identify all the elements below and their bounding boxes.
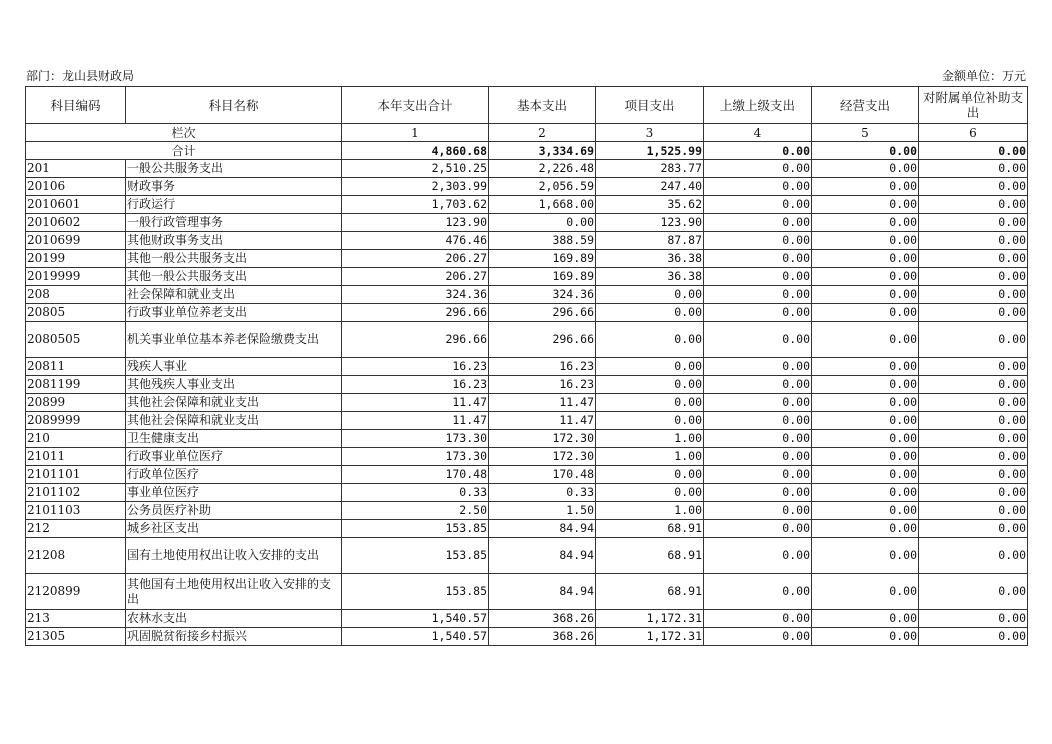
amount-cell: 0.00: [919, 466, 1028, 484]
amount-cell: 0.00: [919, 268, 1028, 286]
amount-cell: 169.89: [489, 250, 596, 268]
table-row: [26, 214, 1028, 232]
amount-cell: 0.00: [704, 520, 812, 538]
amount-cell: 0.00: [812, 232, 919, 250]
amount-cell: 0.00: [704, 178, 812, 196]
amount-cell: 0.00: [919, 394, 1028, 412]
amount-cell: 0.00: [919, 160, 1028, 178]
index-cell: 1: [342, 124, 489, 142]
subject-code-cell: 213: [26, 610, 126, 628]
table-row: [26, 160, 1028, 178]
subject-name-cell: 其他社会保障和就业支出: [126, 394, 342, 412]
amount-cell: 0.00: [704, 484, 812, 502]
total-cell: 3,334.69: [489, 142, 596, 160]
amount-cell: 87.87: [596, 232, 704, 250]
amount-cell: 0.00: [596, 322, 704, 358]
amount-cell: 0.00: [704, 304, 812, 322]
subject-name-cell: 机关事业单位基本养老保险缴费支出: [126, 322, 342, 358]
amount-cell: 296.66: [489, 304, 596, 322]
amount-cell: 153.85: [342, 574, 489, 610]
total-cell: 0.00: [812, 142, 919, 160]
amount-cell: 0.00: [919, 322, 1028, 358]
amount-cell: 0.00: [704, 412, 812, 430]
subject-code-cell: 212: [26, 520, 126, 538]
amount-cell: 35.62: [596, 196, 704, 214]
amount-cell: 0.00: [919, 178, 1028, 196]
amount-cell: 0.00: [704, 322, 812, 358]
subject-name-cell: 财政事务: [126, 178, 342, 196]
subject-code-cell: 21208: [26, 538, 126, 574]
subject-code-cell: 2080505: [26, 322, 126, 358]
table-row: [26, 628, 1028, 646]
table-row: [26, 610, 1028, 628]
subject-code-cell: 210: [26, 430, 126, 448]
total-label: 合计: [26, 142, 342, 160]
subject-code-cell: 20811: [26, 358, 126, 376]
amount-cell: 0.00: [596, 394, 704, 412]
subject-code-cell: 20805: [26, 304, 126, 322]
subject-code-cell: 2101103: [26, 502, 126, 520]
amount-cell: 0.00: [812, 196, 919, 214]
index-cell: 2: [489, 124, 596, 142]
amount-cell: 0.33: [342, 484, 489, 502]
amount-cell: 0.00: [704, 268, 812, 286]
amount-cell: 16.23: [342, 376, 489, 394]
table-row: [26, 322, 1028, 358]
total-cell: 1,525.99: [596, 142, 704, 160]
subject-code-cell: 2101102: [26, 484, 126, 502]
subject-code-cell: 20106: [26, 178, 126, 196]
column-header: 上缴上级支出: [704, 87, 812, 124]
amount-cell: 0.00: [919, 628, 1028, 646]
total-cell: 0.00: [919, 142, 1028, 160]
amount-cell: 0.00: [812, 268, 919, 286]
amount-cell: 0.00: [596, 376, 704, 394]
amount-cell: 0.00: [812, 214, 919, 232]
column-index-row: [26, 124, 1028, 142]
amount-cell: 1,540.57: [342, 610, 489, 628]
amount-cell: 324.36: [342, 286, 489, 304]
amount-cell: 0.00: [812, 502, 919, 520]
index-cell: 6: [919, 124, 1028, 142]
subject-code-cell: 2010601: [26, 196, 126, 214]
table-row: [26, 286, 1028, 304]
amount-cell: 16.23: [342, 358, 489, 376]
subject-name-cell: 国有土地使用权出让收入安排的支出: [126, 538, 342, 574]
subject-code-cell: 2081199: [26, 376, 126, 394]
column-header: 科目名称: [126, 87, 342, 124]
amount-cell: 0.00: [596, 466, 704, 484]
table-row: [26, 502, 1028, 520]
amount-cell: 0.00: [919, 286, 1028, 304]
amount-cell: 153.85: [342, 538, 489, 574]
amount-cell: 206.27: [342, 268, 489, 286]
amount-cell: 2,056.59: [489, 178, 596, 196]
subject-name-cell: 城乡社区支出: [126, 520, 342, 538]
amount-cell: 16.23: [489, 358, 596, 376]
amount-cell: 0.00: [812, 448, 919, 466]
index-cell: 3: [596, 124, 704, 142]
amount-cell: 173.30: [342, 430, 489, 448]
subject-code-cell: 2120899: [26, 574, 126, 610]
amount-cell: 1,668.00: [489, 196, 596, 214]
amount-cell: 0.00: [596, 304, 704, 322]
subject-name-cell: 其他财政事务支出: [126, 232, 342, 250]
subject-name-cell: 事业单位医疗: [126, 484, 342, 502]
amount-cell: 0.00: [704, 538, 812, 574]
table-row: [26, 520, 1028, 538]
amount-cell: 169.89: [489, 268, 596, 286]
amount-cell: 170.48: [342, 466, 489, 484]
subject-name-cell: 其他一般公共服务支出: [126, 250, 342, 268]
amount-cell: 173.30: [342, 448, 489, 466]
subject-name-cell: 公务员医疗补助: [126, 502, 342, 520]
subject-name-cell: 卫生健康支出: [126, 430, 342, 448]
amount-cell: 0.00: [919, 538, 1028, 574]
table-row: [26, 196, 1028, 214]
subject-name-cell: 行政事业单位养老支出: [126, 304, 342, 322]
table-row: [26, 304, 1028, 322]
amount-cell: 1,703.62: [342, 196, 489, 214]
amount-cell: 0.00: [812, 412, 919, 430]
amount-cell: 0.00: [704, 232, 812, 250]
amount-cell: 0.00: [919, 484, 1028, 502]
amount-cell: 0.00: [919, 214, 1028, 232]
amount-cell: 0.00: [919, 430, 1028, 448]
amount-cell: 68.91: [596, 520, 704, 538]
table-row: [26, 268, 1028, 286]
amount-cell: 0.00: [919, 232, 1028, 250]
amount-cell: 1,540.57: [342, 628, 489, 646]
subject-name-cell: 行政单位医疗: [126, 466, 342, 484]
subject-code-cell: 2089999: [26, 412, 126, 430]
table-row: [26, 376, 1028, 394]
amount-cell: 0.00: [919, 610, 1028, 628]
amount-cell: 16.23: [489, 376, 596, 394]
table-header-row: [26, 87, 1028, 124]
amount-cell: 84.94: [489, 574, 596, 610]
subject-code-cell: 2101101: [26, 466, 126, 484]
amount-cell: 0.00: [596, 358, 704, 376]
amount-cell: 2,510.25: [342, 160, 489, 178]
amount-cell: 0.00: [704, 502, 812, 520]
index-label: 栏次: [26, 124, 342, 142]
amount-cell: 0.00: [919, 304, 1028, 322]
column-header: 经营支出: [812, 87, 919, 124]
subject-code-cell: 20199: [26, 250, 126, 268]
amount-cell: 84.94: [489, 538, 596, 574]
amount-cell: 11.47: [489, 412, 596, 430]
amount-cell: 296.66: [342, 322, 489, 358]
amount-cell: 0.00: [812, 178, 919, 196]
column-header: 对附属单位补助支出: [919, 87, 1028, 124]
index-cell: 5: [812, 124, 919, 142]
index-cell: 4: [704, 124, 812, 142]
amount-cell: 296.66: [489, 322, 596, 358]
amount-cell: 0.00: [704, 466, 812, 484]
table-row: [26, 430, 1028, 448]
amount-cell: 476.46: [342, 232, 489, 250]
amount-cell: 123.90: [342, 214, 489, 232]
unit-label: 金额单位：万元: [941, 69, 1026, 83]
subject-name-cell: 行政事业单位医疗: [126, 448, 342, 466]
amount-cell: 0.00: [812, 376, 919, 394]
amount-cell: 170.48: [489, 466, 596, 484]
amount-cell: 206.27: [342, 250, 489, 268]
amount-cell: 11.47: [489, 394, 596, 412]
amount-cell: 0.00: [919, 358, 1028, 376]
amount-cell: 68.91: [596, 574, 704, 610]
table-row: [26, 538, 1028, 574]
amount-cell: 1.50: [489, 502, 596, 520]
column-header: 项目支出: [596, 87, 704, 124]
amount-cell: 0.00: [919, 574, 1028, 610]
amount-cell: 0.00: [812, 628, 919, 646]
amount-cell: 0.00: [812, 160, 919, 178]
expenditure-table: [25, 86, 1028, 646]
amount-cell: 0.00: [812, 394, 919, 412]
subject-name-cell: 其他一般公共服务支出: [126, 268, 342, 286]
amount-cell: 36.38: [596, 268, 704, 286]
total-cell: 4,860.68: [342, 142, 489, 160]
subject-code-cell: 208: [26, 286, 126, 304]
subject-code-cell: 21305: [26, 628, 126, 646]
amount-cell: 0.33: [489, 484, 596, 502]
table-row: [26, 358, 1028, 376]
amount-cell: 0.00: [919, 520, 1028, 538]
amount-cell: 36.38: [596, 250, 704, 268]
amount-cell: 2,226.48: [489, 160, 596, 178]
amount-cell: 0.00: [704, 250, 812, 268]
amount-cell: 0.00: [812, 430, 919, 448]
amount-cell: 388.59: [489, 232, 596, 250]
amount-cell: 2,303.99: [342, 178, 489, 196]
column-header: 科目编码: [26, 87, 126, 124]
amount-cell: 0.00: [704, 610, 812, 628]
table-row: [26, 574, 1028, 610]
amount-cell: 0.00: [596, 286, 704, 304]
amount-cell: 68.91: [596, 538, 704, 574]
column-header: 本年支出合计: [342, 87, 489, 124]
amount-cell: 0.00: [596, 412, 704, 430]
amount-cell: 0.00: [704, 358, 812, 376]
amount-cell: 1.00: [596, 502, 704, 520]
amount-cell: 283.77: [596, 160, 704, 178]
subject-name-cell: 农林水支出: [126, 610, 342, 628]
amount-cell: 0.00: [812, 574, 919, 610]
subject-code-cell: 201: [26, 160, 126, 178]
amount-cell: 0.00: [919, 448, 1028, 466]
table-row: [26, 250, 1028, 268]
amount-cell: 123.90: [596, 214, 704, 232]
amount-cell: 0.00: [919, 412, 1028, 430]
amount-cell: 0.00: [704, 160, 812, 178]
amount-cell: 0.00: [919, 502, 1028, 520]
subject-code-cell: 21011: [26, 448, 126, 466]
amount-cell: 0.00: [596, 484, 704, 502]
amount-cell: 11.47: [342, 394, 489, 412]
subject-name-cell: 巩固脱贫衔接乡村振兴: [126, 628, 342, 646]
amount-cell: 172.30: [489, 448, 596, 466]
amount-cell: 84.94: [489, 520, 596, 538]
department-label: 部门：龙山县财政局: [26, 69, 135, 83]
amount-cell: 1,172.31: [596, 628, 704, 646]
amount-cell: 153.85: [342, 520, 489, 538]
table-row: [26, 394, 1028, 412]
amount-cell: 0.00: [704, 376, 812, 394]
amount-cell: 0.00: [704, 574, 812, 610]
subject-name-cell: 其他社会保障和就业支出: [126, 412, 342, 430]
amount-cell: 172.30: [489, 430, 596, 448]
amount-cell: 11.47: [342, 412, 489, 430]
amount-cell: 0.00: [812, 250, 919, 268]
subject-name-cell: 社会保障和就业支出: [126, 286, 342, 304]
amount-cell: 2.50: [342, 502, 489, 520]
amount-cell: 0.00: [704, 214, 812, 232]
amount-cell: 0.00: [704, 628, 812, 646]
amount-cell: 0.00: [812, 286, 919, 304]
table-row: [26, 232, 1028, 250]
amount-cell: 0.00: [812, 610, 919, 628]
amount-cell: 1,172.31: [596, 610, 704, 628]
amount-cell: 0.00: [812, 538, 919, 574]
amount-cell: 0.00: [812, 466, 919, 484]
amount-cell: 296.66: [342, 304, 489, 322]
amount-cell: 0.00: [704, 430, 812, 448]
amount-cell: 0.00: [919, 196, 1028, 214]
subject-code-cell: 2019999: [26, 268, 126, 286]
subject-name-cell: 其他残疾人事业支出: [126, 376, 342, 394]
amount-cell: 0.00: [704, 448, 812, 466]
total-row: [26, 142, 1028, 160]
table-row: [26, 448, 1028, 466]
amount-cell: 0.00: [812, 484, 919, 502]
amount-cell: 0.00: [812, 304, 919, 322]
amount-cell: 1.00: [596, 448, 704, 466]
amount-cell: 0.00: [704, 286, 812, 304]
amount-cell: 0.00: [704, 394, 812, 412]
amount-cell: 368.26: [489, 628, 596, 646]
amount-cell: 0.00: [919, 250, 1028, 268]
subject-name-cell: 行政运行: [126, 196, 342, 214]
table-row: [26, 466, 1028, 484]
subject-name-cell: 一般行政管理事务: [126, 214, 342, 232]
amount-cell: 0.00: [489, 214, 596, 232]
amount-cell: 0.00: [704, 196, 812, 214]
subject-name-cell: 其他国有土地使用权出让收入安排的支出: [126, 574, 342, 610]
table-row: [26, 412, 1028, 430]
amount-cell: 0.00: [919, 376, 1028, 394]
subject-code-cell: 2010699: [26, 232, 126, 250]
amount-cell: 0.00: [812, 520, 919, 538]
amount-cell: 0.00: [812, 358, 919, 376]
subject-name-cell: 残疾人事业: [126, 358, 342, 376]
table-row: [26, 178, 1028, 196]
subject-code-cell: 20899: [26, 394, 126, 412]
subject-name-cell: 一般公共服务支出: [126, 160, 342, 178]
total-cell: 0.00: [704, 142, 812, 160]
amount-cell: 0.00: [812, 322, 919, 358]
column-header: 基本支出: [489, 87, 596, 124]
amount-cell: 324.36: [489, 286, 596, 304]
amount-cell: 368.26: [489, 610, 596, 628]
amount-cell: 247.40: [596, 178, 704, 196]
subject-code-cell: 2010602: [26, 214, 126, 232]
table-row: [26, 484, 1028, 502]
amount-cell: 1.00: [596, 430, 704, 448]
